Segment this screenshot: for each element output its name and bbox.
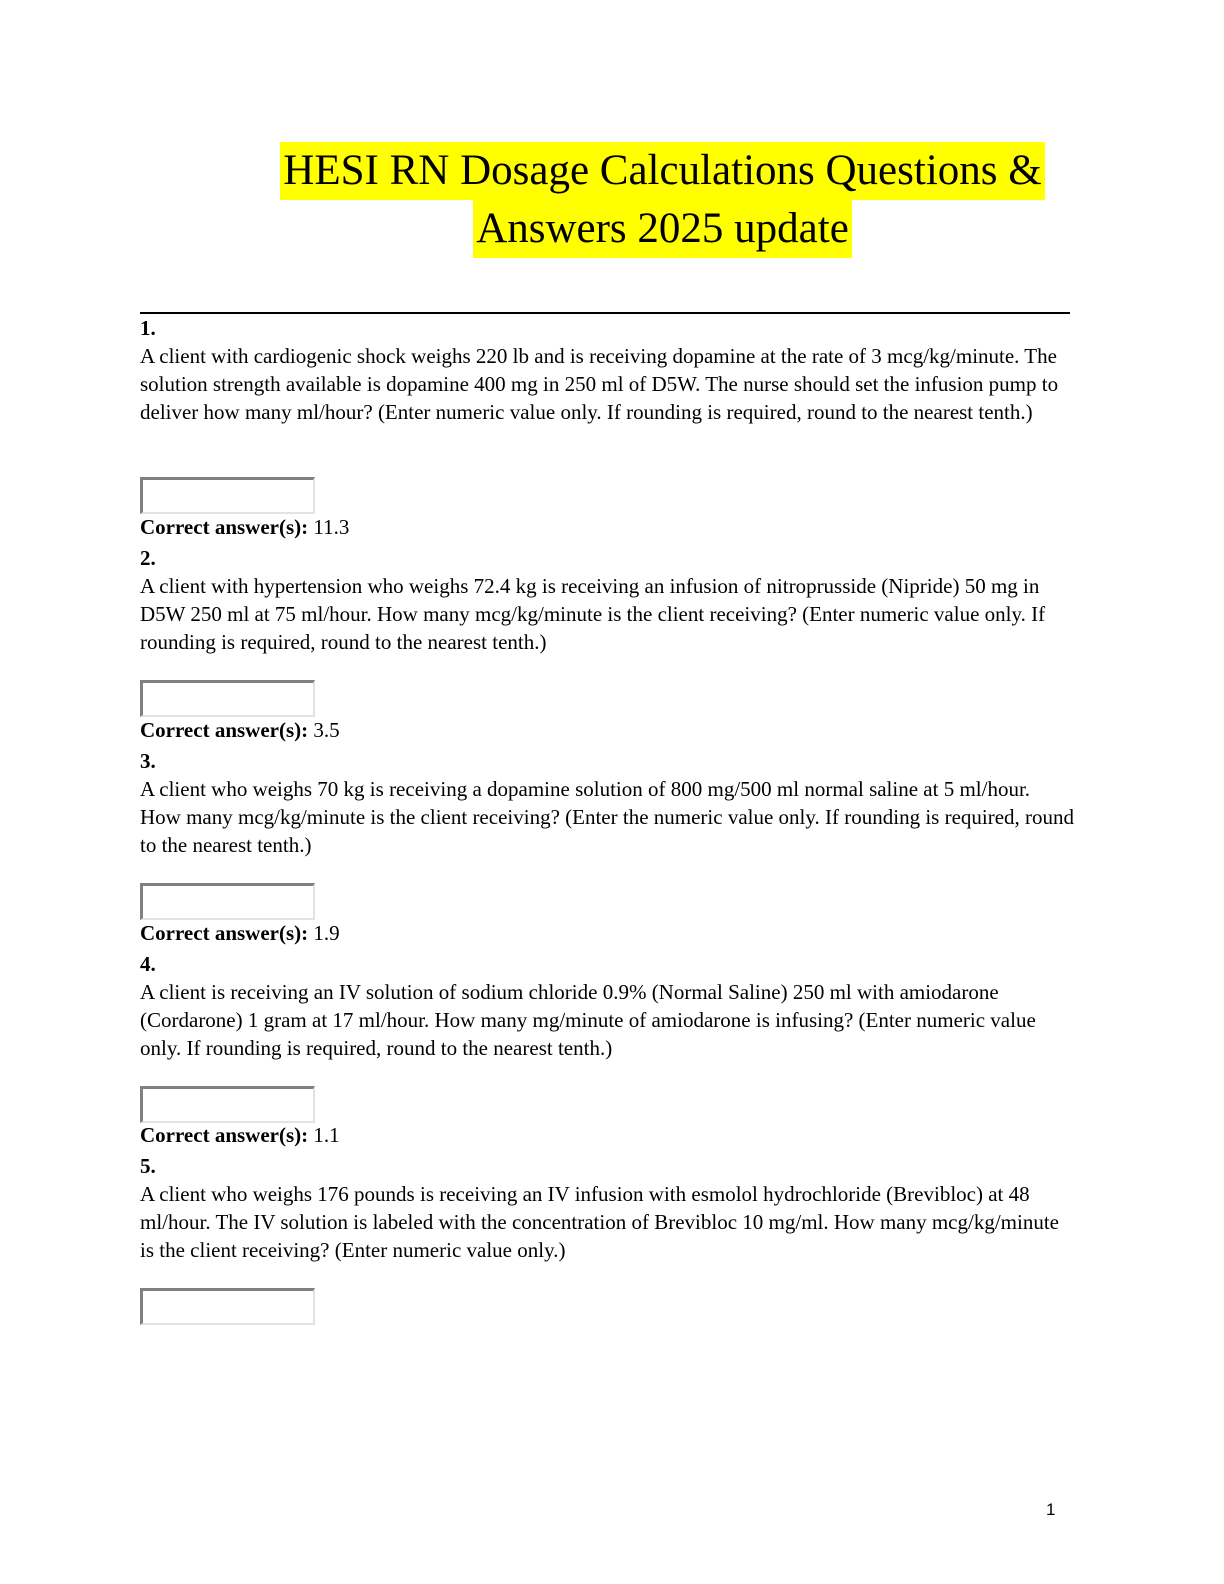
question-text: A client who weighs 176 pounds is receiving an IV infusion with esmolol hydrochloride (Brevibloc) at 48 ml/hour. The IV solution is labeled with the concentration of Brevibloc 10 mg/ml. How many mcg/kg/minute is the client receiving? (Enter numeric value only.) [140, 1182, 1059, 1262]
question-number: 3. [140, 749, 156, 773]
correct-answer-label: Correct answer(s): [140, 1123, 309, 1147]
title-line-1: HESI RN Dosage Calculations Questions & [280, 142, 1044, 200]
question-text: A client who weighs 70 kg is receiving a dopamine solution of 800 mg/500 ml normal saline at 5 ml/hour. How many mcg/kg/minute is the client receiving? (Enter the numeric value only. If rounding is required, round to the nearest tenth.) [140, 777, 1075, 857]
correct-answer-label: Correct answer(s): [140, 718, 309, 742]
correct-answer-value: 1.9 [313, 921, 340, 945]
question-5 [140, 1152, 1075, 1264]
answer-input-4[interactable] [140, 1086, 315, 1123]
correct-answer-4 [140, 1121, 340, 1149]
correct-answer-label: Correct answer(s): [140, 921, 309, 945]
question-number: 5. [140, 1154, 156, 1178]
correct-answer-2 [140, 716, 340, 744]
question-text: A client with cardiogenic shock weighs 220 lb and is receiving dopamine at the rate of 3 mcg/kg/minute. The solution strength available is dopamine 400 mg in 250 ml of D5W. The nurse should set the infusion pump to deliver how many ml/hour? (Enter numeric value only. If rounding is required, round to the nearest tenth.) [140, 344, 1059, 424]
correct-answer-3 [140, 919, 340, 947]
answer-input-5[interactable] [140, 1288, 315, 1325]
correct-answer-value: 3.5 [313, 718, 340, 742]
correct-answer-value: 11.3 [313, 515, 350, 539]
question-1 [140, 314, 1075, 426]
question-number: 1. [140, 316, 156, 340]
correct-answer-value: 1.1 [313, 1123, 340, 1147]
question-2 [140, 544, 1075, 656]
correct-answer-label: Correct answer(s): [140, 515, 309, 539]
question-text: A client with hypertension who weighs 72.4 kg is receiving an infusion of nitroprusside (Nipride) 50 mg in D5W 250 ml at 75 ml/hour. How many mcg/kg/minute is the client receiving? (Enter numeric value only. If rounding is required, round to the nearest tenth.) [140, 574, 1046, 654]
question-text: A client is receiving an IV solution of sodium chloride 0.9% (Normal Saline) 250 ml with amiodarone (Cordarone) 1 gram at 17 ml/hour. How many mg/minute of amiodarone is infusing? (Enter numeric value only. If rounding is required, round to the nearest tenth.) [140, 980, 1036, 1060]
answer-input-1[interactable] [140, 477, 315, 514]
question-4 [140, 950, 1075, 1062]
document-title [140, 142, 1185, 258]
correct-answer-1 [140, 513, 349, 541]
title-line-2: Answers 2025 update [473, 200, 852, 258]
question-number: 4. [140, 952, 156, 976]
question-number: 2. [140, 546, 156, 570]
page-number: 1 [1046, 1500, 1056, 1519]
question-3 [140, 747, 1075, 859]
answer-input-3[interactable] [140, 883, 315, 920]
answer-input-2[interactable] [140, 680, 315, 717]
